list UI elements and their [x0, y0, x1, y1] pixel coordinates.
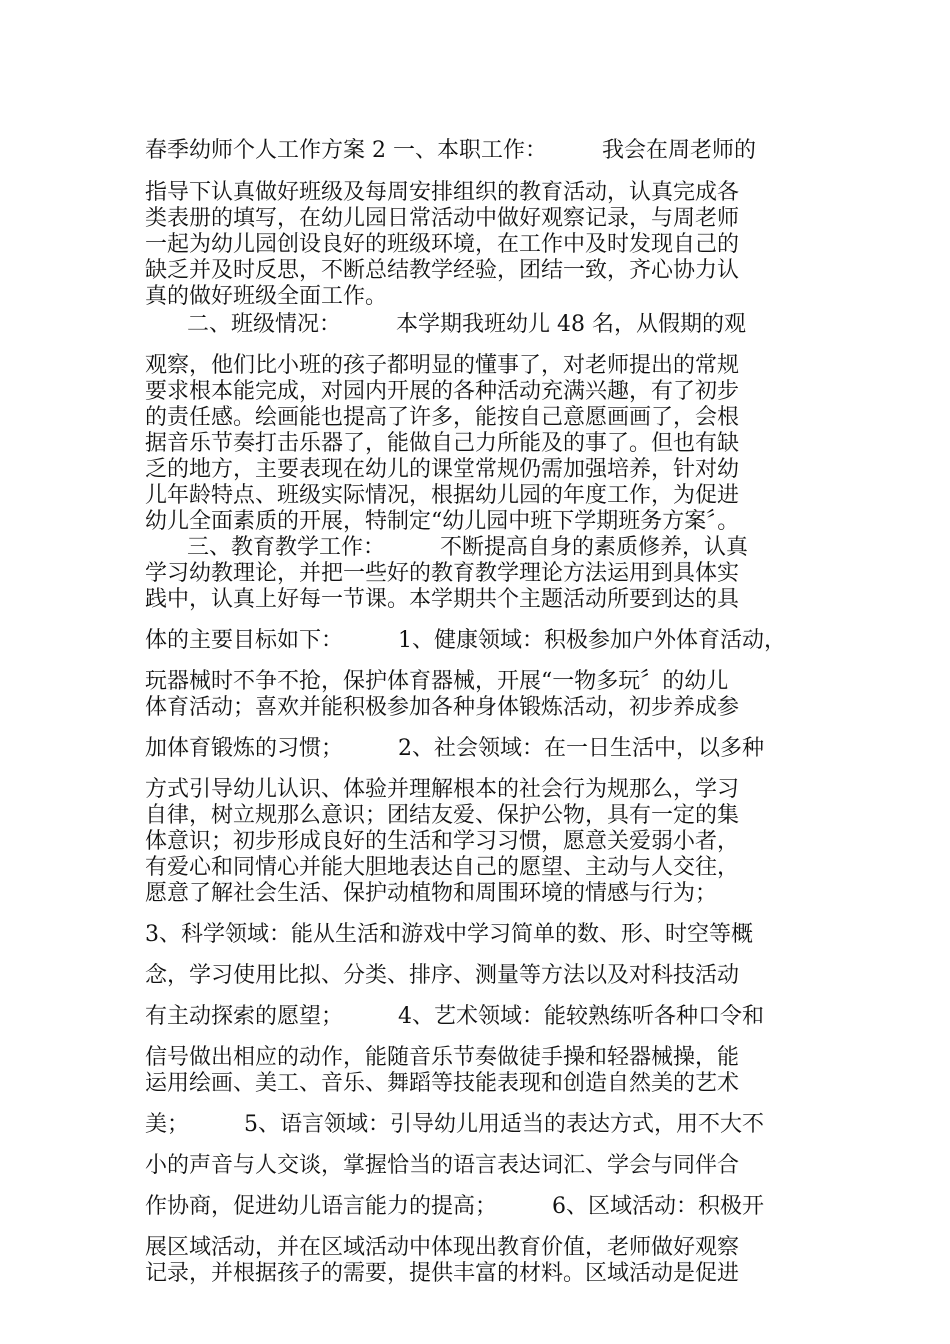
text-line: 记录，并根据孩子的需要，提供丰富的材料。区域活动是促进 — [145, 1261, 740, 1286]
text-line: 真的做好班级全面工作。 — [145, 284, 388, 309]
text-line: 一起为幼儿园创设良好的班级环境，在工作中及时发现自己的 — [145, 232, 740, 257]
text-line: 有爱心和同情心并能大胆地表达自己的愿望、主动与人交往， — [145, 855, 740, 880]
text-line: 学习幼教理论，并把一些好的教育教学理论方法运用到具体实 — [145, 561, 740, 586]
text-line: 儿年龄特点、班级实际情况，根据幼儿园的年度工作，为促进 — [145, 483, 740, 508]
text-line: 观察，他们比小班的孩子都明显的懂事了，对老师提出的常规 — [145, 353, 740, 378]
text-line: 展区域活动，并在区域活动中体现出教育价值，老师做好观察 — [145, 1235, 740, 1260]
text-line: 有主动探索的愿望； 4、艺术领域：能较熟练听各种口令和 — [145, 1004, 764, 1029]
text-line: 3、科学领域：能从生活和游戏中学习简单的数、形、时空等概 — [145, 922, 753, 947]
text-line: 念，学习使用比拟、分类、排序、测量等方法以及对科技活动 — [145, 963, 740, 988]
text-line: 自律，树立规那么意识；团结友爱、保护公物，具有一定的集 — [145, 803, 740, 828]
text-line: 三、教育教学工作： 不断提高自身的素质修养，认真 — [187, 535, 749, 560]
text-line: 幼儿全面素质的开展，特制定“幼儿园中班下学期班务方案〞。 — [145, 509, 740, 534]
text-line: 二、班级情况： 本学期我班幼儿 48 名，从假期的观 — [187, 312, 746, 337]
text-line: 缺乏并及时反思，不断总结教学经验，团结一致，齐心协力认 — [145, 258, 740, 283]
text-line: 的责任感。绘画能也提高了许多，能按自己意愿画画了，会根 — [145, 405, 740, 430]
text-line: 体意识；初步形成良好的生活和学习习惯，愿意关爱弱小者， — [145, 829, 740, 854]
text-line: 愿意了解社会生活、保护动植物和周围环境的情感与行为； — [145, 881, 718, 906]
text-line: 运用绘画、美工、音乐、舞蹈等技能表现和创造自然美的艺术 — [145, 1071, 740, 1096]
text-line: 指导下认真做好班级及每周安排组织的教育活动，认真完成各 — [145, 180, 740, 205]
text-line: 要求根本能完成，对园内开展的各种活动充满兴趣，有了初步 — [145, 379, 740, 404]
text-line: 体育活动；喜欢并能积极参加各种身体锻炼活动，初步养成参 — [145, 695, 740, 720]
text-line: 体的主要目标如下： 1、健康领域：积极参加户外体育活动， — [145, 628, 786, 653]
text-line: 信号做出相应的动作，能随音乐节奏做徒手操和轻器械操，能 — [145, 1045, 740, 1070]
text-line: 加体育锻炼的习惯； 2、社会领域：在一日生活中，以多种 — [145, 736, 764, 761]
text-line: 类表册的填写，在幼儿园日常活动中做好观察记录，与周老师 — [145, 206, 740, 231]
text-line: 美； 5、语言领域：引导幼儿用适当的表达方式，用不大不 — [145, 1112, 764, 1137]
text-line: 春季幼师个人工作方案 2 一、本职工作： 我会在周老师的 — [145, 138, 756, 163]
text-line: 小的声音与人交谈，掌握恰当的语言表达词汇、学会与同伴合 — [145, 1153, 740, 1178]
text-line: 作协商，促进幼儿语言能力的提高； 6、区域活动：积极开 — [145, 1194, 764, 1219]
text-line: 据音乐节奏打击乐器了，能做自己力所能及的事了。但也有缺 — [145, 431, 740, 456]
text-line: 玩器械时不争不抢，保护体育器械，开展“一物多玩〞的幼儿 — [145, 669, 729, 694]
text-line: 乏的地方，主要表现在幼儿的课堂常规仍需加强培养，针对幼 — [145, 457, 740, 482]
text-line: 方式引导幼儿认识、体验并理解根本的社会行为规那么，学习 — [145, 777, 740, 802]
text-line: 践中，认真上好每一节课。本学期共个主题活动所要到达的具 — [145, 587, 740, 612]
